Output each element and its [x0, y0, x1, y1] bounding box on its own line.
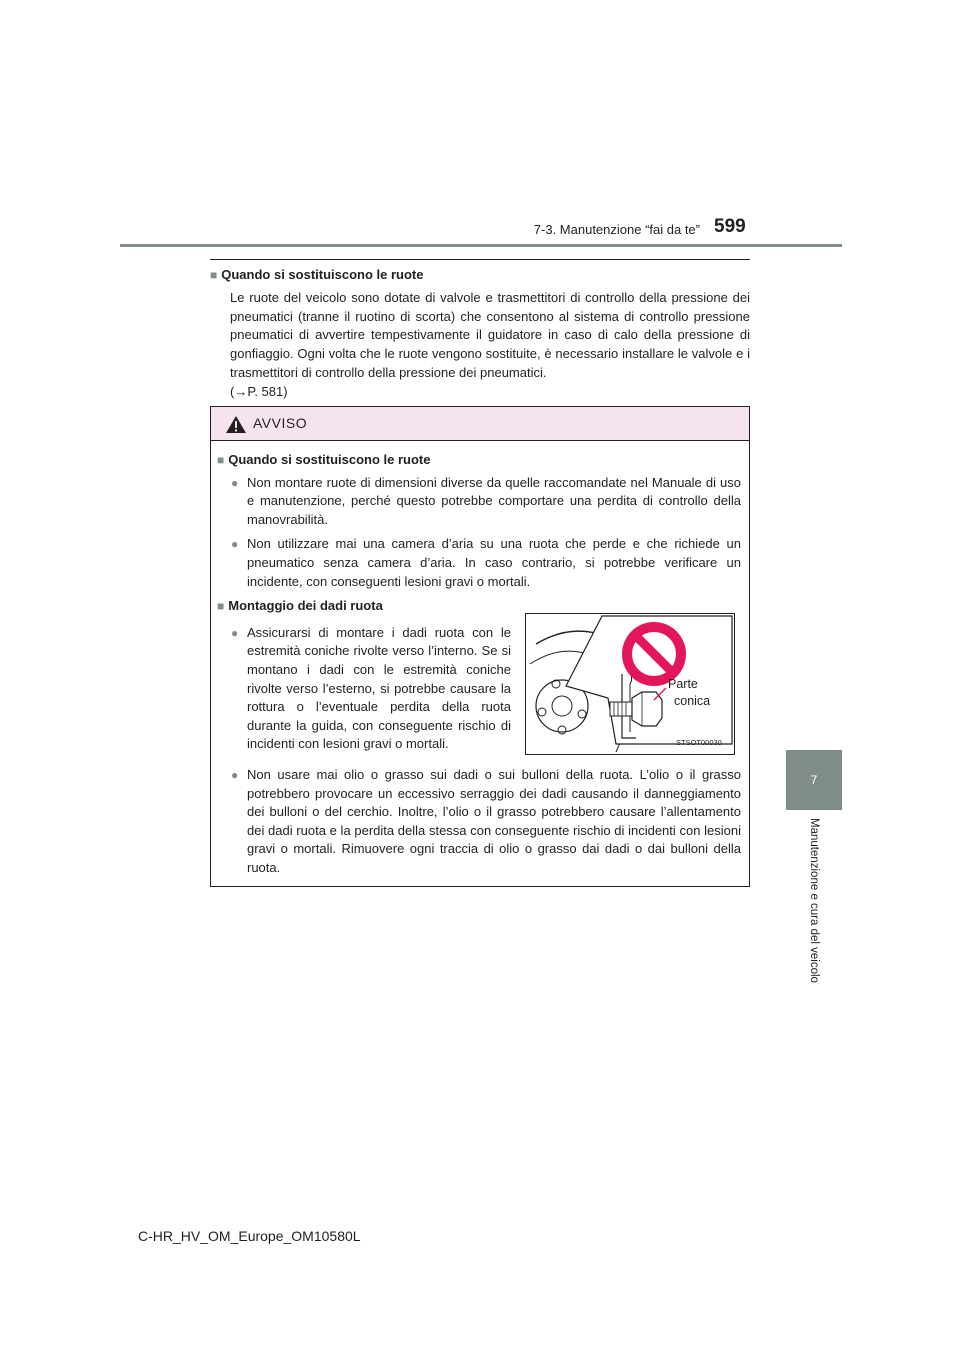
chapter-number: 7 — [810, 773, 818, 787]
round-bullet-icon: ● — [231, 537, 239, 552]
square-bullet-icon: ■ — [217, 599, 225, 614]
warning-triangle-icon — [225, 415, 247, 434]
square-bullet-icon: ■ — [217, 453, 225, 467]
header-rule — [120, 244, 842, 247]
warning-section-heading: ■ Montaggio dei dadi ruota — [217, 598, 383, 614]
figure-label: Parte conica — [668, 677, 711, 708]
chapter-tab — [786, 750, 842, 810]
intro-section — [210, 266, 750, 402]
warning-header — [211, 407, 749, 441]
wheel-nut-figure — [525, 613, 735, 755]
round-bullet-icon: ● — [231, 625, 239, 640]
chapter-label: Manutenzione e cura del veicolo — [808, 818, 820, 983]
round-bullet-icon: ● — [231, 475, 239, 490]
warning-bullet: ● Non usare mai olio o grasso sui dadi o sui bulloni della ruota. L’olio o il grasso potrebbero provocare un eccessivo serraggio dei dadi causando il danneggiamento dei bulloni o del cerchio. Inoltre, l’olio o il grasso potrebbero causare l’allentamento dei dadi ruota e la perdita della stessa con conseguente rischio di incidenti con lesioni gravi o mortali. Rimuovere ogni traccia di olio o grasso dai dadi o dai bulloni della ruota. — [231, 766, 741, 875]
warning-bullet: ● Assicurarsi di montare i dadi ruota con le estremità coniche rivolte verso l’interno. Se si montano i dadi con le estremità coniche rivolte verso l’esterno, si potrebbe causare la rottura o l’eventuale perdita della ruota durante la guida, con conseguente rischio di incidenti con lesioni gravi o mortali. — [231, 624, 511, 752]
warning-box — [210, 406, 750, 887]
square-bullet-icon: ■ — [210, 268, 218, 282]
intro-heading — [210, 266, 750, 285]
intro-reference: (→P. 581) — [230, 383, 288, 399]
warning-bullet: ● Non montare ruote di dimensioni diverse da quelle raccomandate nel Manuale di uso e manutenzione, perché questo potrebbe comportare una perdita di controllo della manovrabilità. — [231, 474, 741, 527]
warning-bullet: ● Non utilizzare mai una camera d’aria su una ruota che perde e che richiede un pneumatico senza camera d’aria. In caso contrario, si potrebbe verificare un incidente, con conseguenti lesioni gravi o mortali. — [231, 536, 741, 589]
warning-section-heading: ■ Quando si sostituiscono le ruote — [217, 452, 431, 467]
round-bullet-icon: ● — [231, 767, 239, 782]
figure-code: STSOT00030 — [676, 738, 722, 747]
content-rule — [210, 259, 750, 260]
page-number: 599 — [714, 216, 746, 237]
warning-title: AVVISO — [253, 415, 308, 431]
section-title: 7-3. Manutenzione “fai da te” — [533, 222, 700, 237]
document-id: C-HR_HV_OM_Europe_OM10580L — [138, 1228, 361, 1244]
intro-heading-text: Quando si sostituiscono le ruote — [221, 267, 424, 282]
intro-body: Le ruote del veicolo sono dotate di valvole e trasmettitori di controllo della pressione dei pneumatici (tranne il ruotino di scorta) che consentono al sistema di controllo pressione pneumatici di avvertire tempestivamente il guidatore in caso di calo della pressione di gonfiaggio. Ogni volta che le ruote vengono sostituite, è necessario installare le valvole e i trasmettitori di controllo della pressione dei pneumatici. — [230, 289, 750, 380]
